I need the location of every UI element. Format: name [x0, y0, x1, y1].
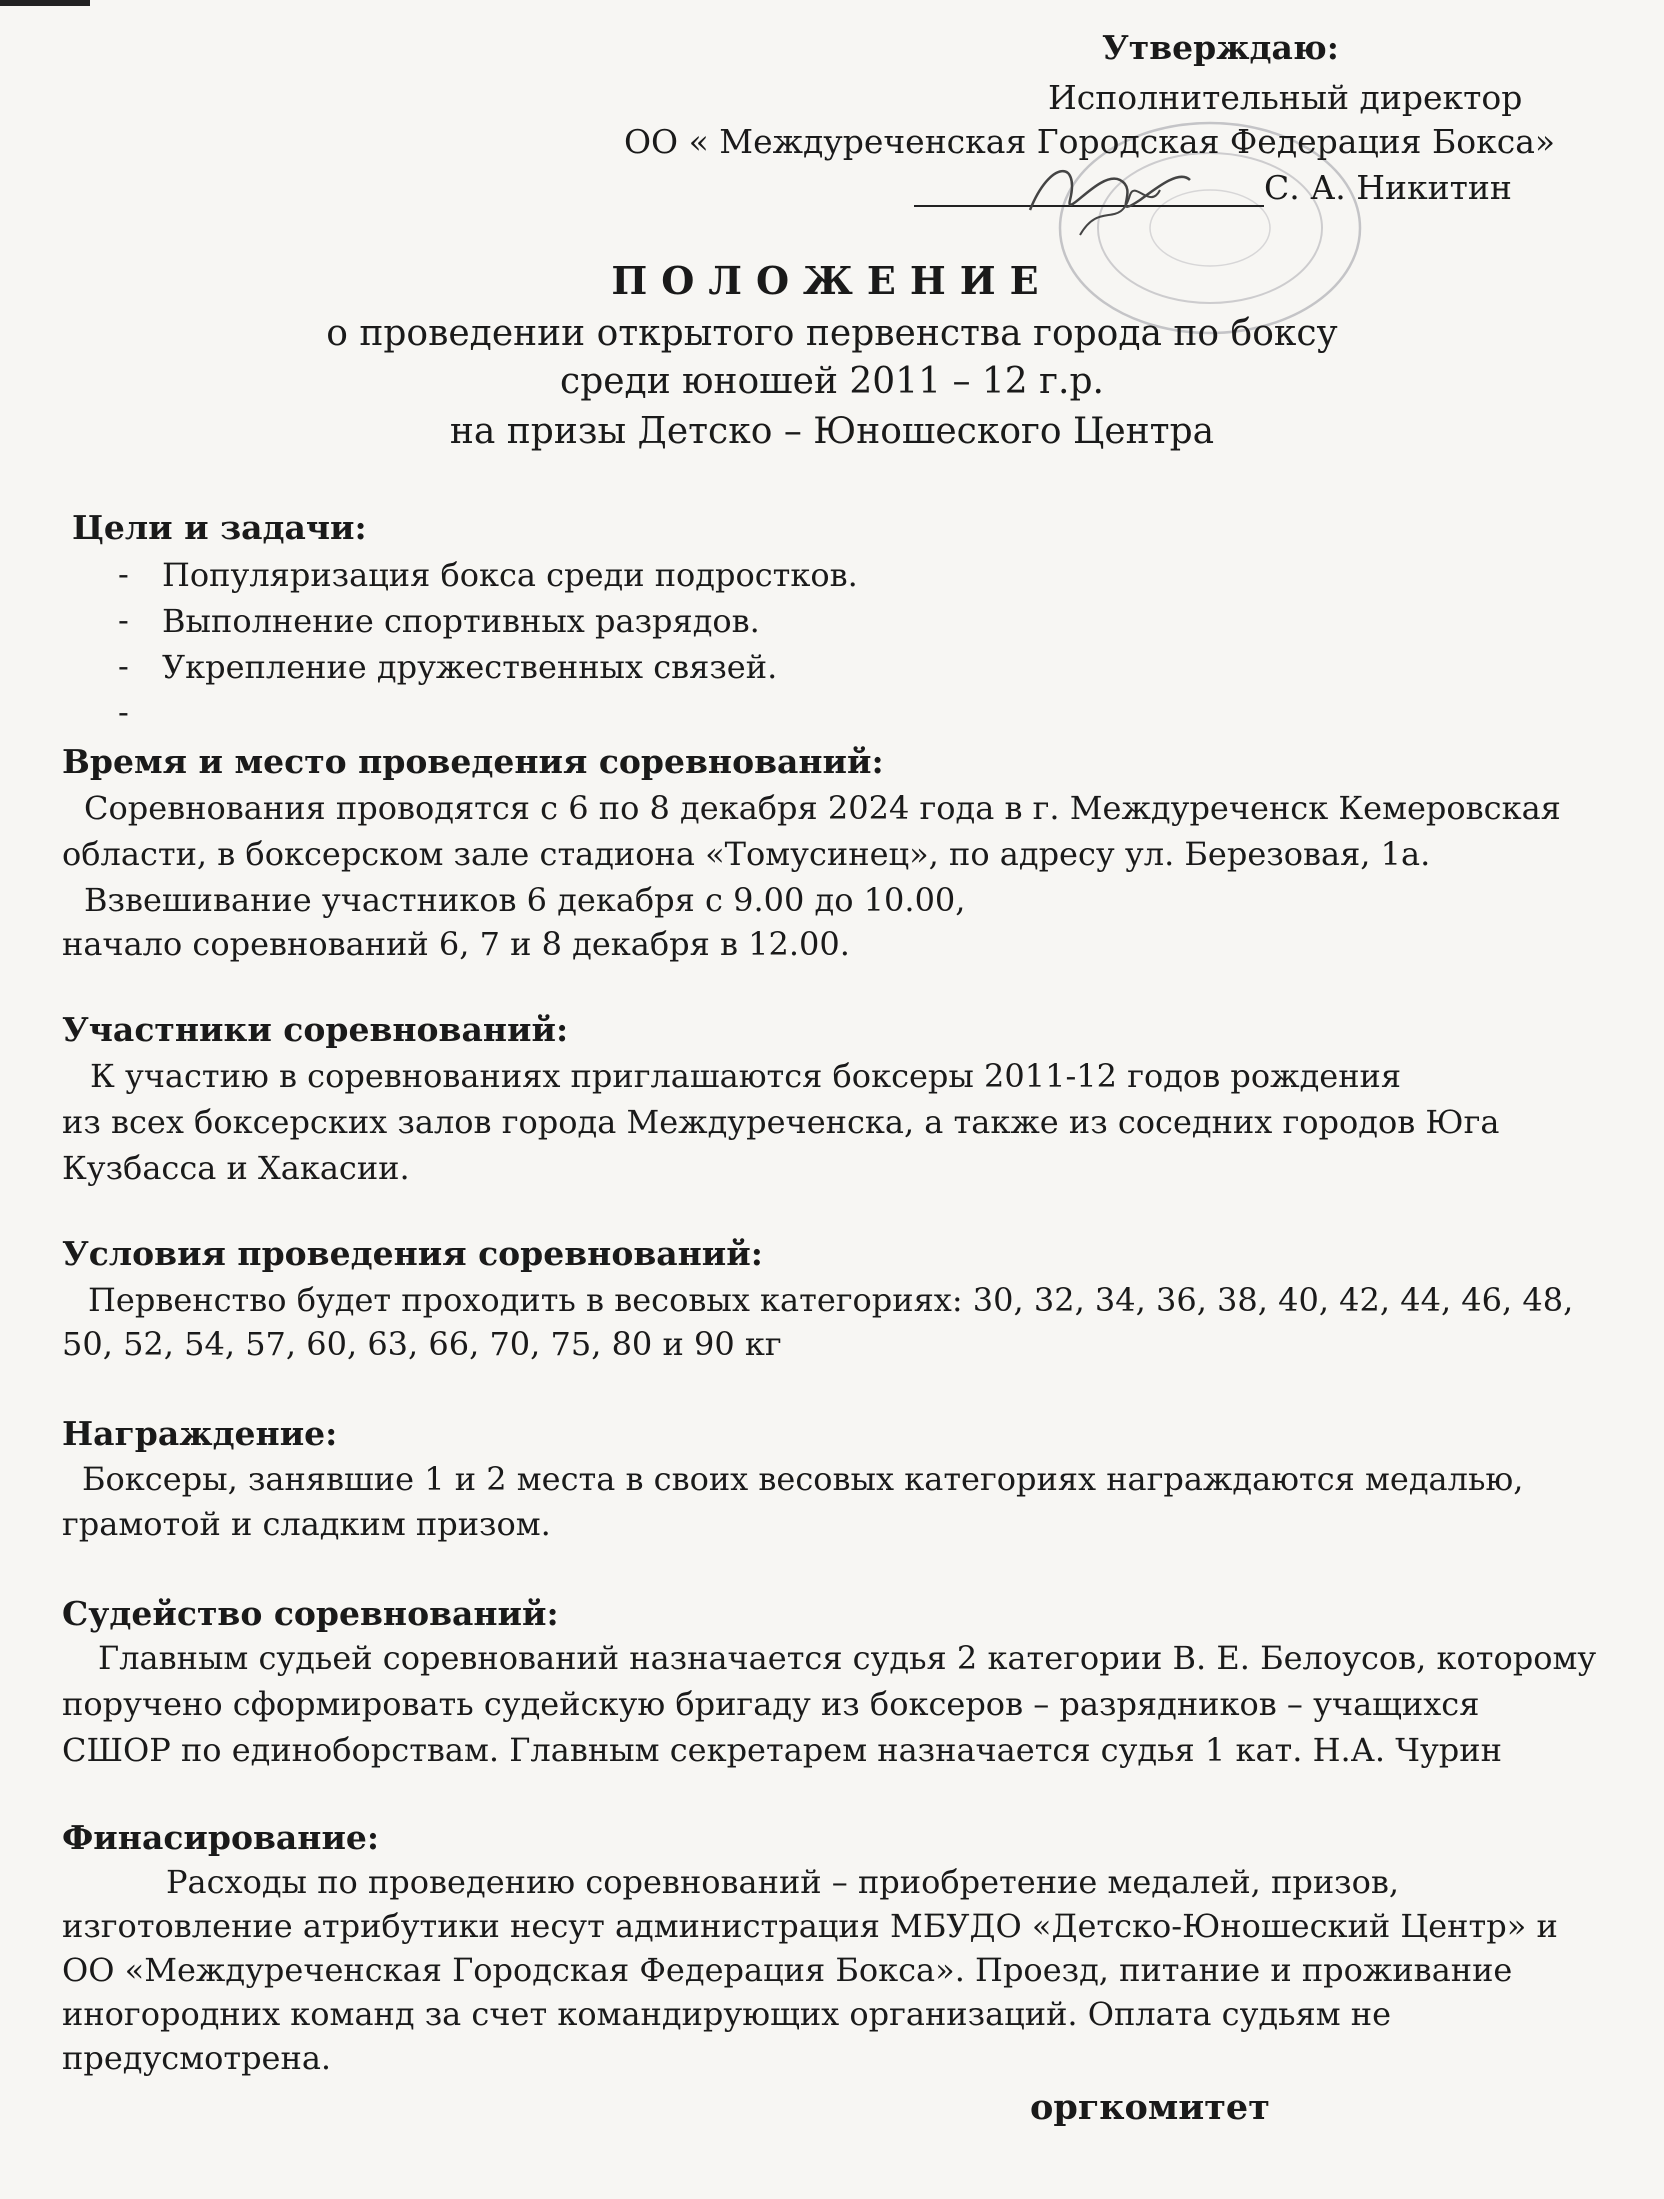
title-line-3: на призы Детско – Юношеского Центра: [449, 411, 1215, 452]
document-title: ПОЛОЖЕНИЕ: [611, 258, 1053, 303]
conditions-line-1: Первенство будет проходить в весовых категориях: 30, 32, 34, 36, 38, 40, 42, 44, 46, 48,: [88, 1281, 1574, 1319]
approval-organization: ОО « Междуреченская Городская Федерация Бокса»: [624, 122, 1556, 161]
participants-heading: Участники соревнований:: [62, 1010, 569, 1049]
participants-line-3: Кузбасса и Хакасии.: [62, 1149, 410, 1187]
title-line-1: о проведении открытого первенства города по боксу: [326, 313, 1338, 354]
time-place-heading: Время и место проведения соревнований:: [62, 742, 884, 781]
awards-heading: Награждение:: [62, 1414, 338, 1453]
time-place-line-4: начало соревнований 6, 7 и 8 декабря в 12.00.: [62, 925, 850, 963]
goals-heading: Цели и задачи:: [72, 508, 367, 547]
approval-heading: Утверждаю:: [1102, 28, 1339, 67]
financing-line-3: ОО «Междуреченская Городская Федерация Бокса». Проезд, питание и проживание: [62, 1951, 1513, 1989]
scan-artifact: [0, 0, 90, 6]
goals-item-3: Укрепление дружественных связей.: [162, 648, 778, 686]
conditions-heading: Условия проведения соревнований:: [62, 1234, 763, 1273]
financing-line-5: предусмотрена.: [62, 2039, 332, 2077]
bullet-empty: -: [118, 693, 129, 731]
judging-heading: Судейство соревнований:: [62, 1594, 559, 1633]
conditions-line-2: 50, 52, 54, 57, 60, 63, 66, 70, 75, 80 и 90 кг: [62, 1325, 782, 1363]
financing-line-1: Расходы по проведению соревнований – приобретение медалей, призов,: [166, 1863, 1400, 1901]
handwritten-signature: [1010, 140, 1200, 250]
time-place-line-3: Взвешивание участников 6 декабря с 9.00 до 10.00,: [84, 881, 966, 919]
financing-heading: Финасирование:: [62, 1818, 380, 1857]
approval-position: Исполнительный директор: [1048, 78, 1523, 117]
awards-line-1: Боксеры, занявшие 1 и 2 места в своих весовых категориях награждаются медалью,: [82, 1460, 1524, 1498]
bullet: -: [118, 555, 129, 593]
financing-line-4: иногородних команд за счет командирующих организаций. Оплата судьям не: [62, 1995, 1392, 2033]
judging-line-3: СШОР по единоборствам. Главным секретарем назначается судья 1 кат. Н.А. Чурин: [62, 1731, 1502, 1769]
financing-line-2: изготовление атрибутики несут администрация МБУДО «Детско-Юношеский Центр» и: [62, 1907, 1558, 1945]
goals-item-2: Выполнение спортивных разрядов.: [162, 602, 760, 640]
title-line-2: среди юношей 2011 – 12 г.р.: [560, 361, 1104, 402]
approval-signer: С. А. Никитин: [1264, 168, 1512, 207]
judging-line-1: Главным судьей соревнований назначается судья 2 категории В. Е. Белоусов, которому: [98, 1639, 1597, 1677]
participants-line-1: К участию в соревнованиях приглашаются боксеры 2011-12 годов рождения: [90, 1057, 1402, 1095]
awards-line-2: грамотой и сладким призом.: [62, 1505, 551, 1543]
bullet: -: [118, 647, 129, 685]
goals-item-1: Популяризация бокса среди подростков.: [162, 556, 858, 594]
time-place-line-2: области, в боксерском зале стадиона «Томусинец», по адресу ул. Березовая, 1а.: [62, 835, 1431, 873]
organizing-committee: оргкомитет: [1030, 2087, 1270, 2128]
judging-line-2: поручено сформировать судейскую бригаду из боксеров – разрядников – учащихся: [62, 1685, 1480, 1723]
bullet: -: [118, 601, 129, 639]
participants-line-2: из всех боксерских залов города Междуреченска, а также из соседних городов Юга: [62, 1103, 1500, 1141]
time-place-line-1: Соревнования проводятся с 6 по 8 декабря 2024 года в г. Междуреченск Кемеровская: [84, 789, 1561, 827]
